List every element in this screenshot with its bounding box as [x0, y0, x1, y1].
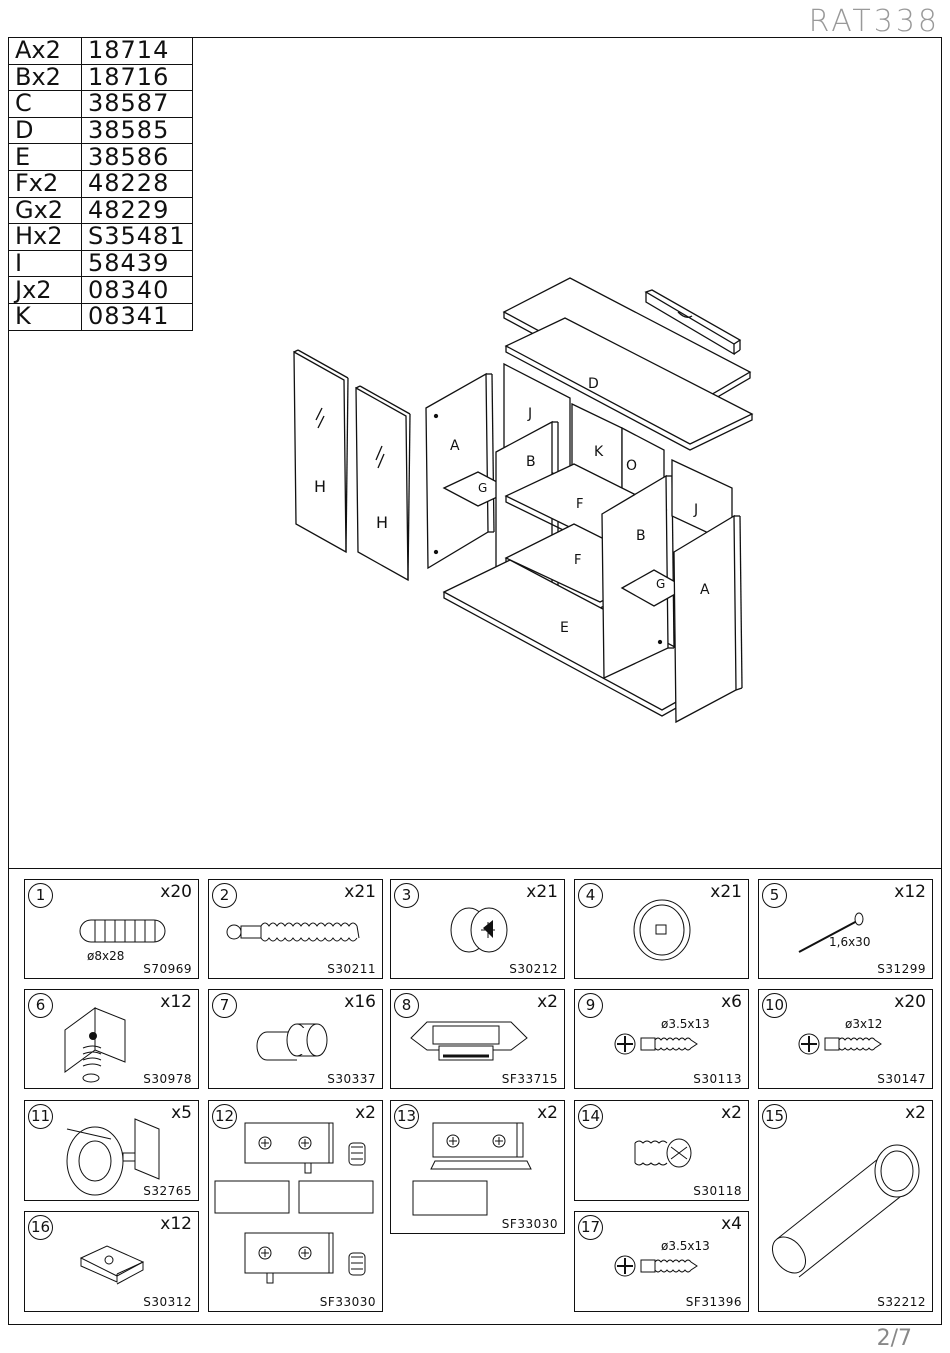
part-code: 18716: [82, 64, 193, 91]
parts-row: [9, 197, 193, 224]
hardware-code: SF33030: [501, 1217, 558, 1231]
label-h-left: H: [314, 477, 327, 496]
part-letter: Fx2: [9, 170, 82, 197]
hardware-code: S30312: [143, 1295, 192, 1309]
part-letter: C: [9, 91, 82, 118]
hardware-quantity: x20: [894, 992, 926, 1012]
part-code: 08341: [82, 303, 193, 330]
hardware-number: 10: [762, 993, 787, 1018]
hardware-quantity: x2: [537, 1103, 558, 1123]
hardware-item-7: [208, 989, 383, 1089]
hardware-size-note: ø3.5x13: [661, 1239, 710, 1253]
label-f-upper: F: [576, 497, 584, 512]
hardware-code: SF33715: [501, 1072, 558, 1086]
part-letter: E: [9, 144, 82, 171]
label-i: O: [626, 458, 638, 474]
parts-row: [9, 277, 193, 304]
hardware-item-5: [758, 879, 933, 979]
page-number: 2/7: [876, 1326, 912, 1351]
hardware-size-note: 1,6x30: [829, 935, 871, 949]
hardware-code: S30978: [143, 1072, 192, 1086]
label-j-back: J: [528, 406, 533, 422]
hardware-code: S30113: [693, 1072, 742, 1086]
hardware-item-12: [208, 1100, 383, 1312]
part-code: 48228: [82, 170, 193, 197]
hardware-item-6: [24, 989, 199, 1089]
hardware-number: 12: [212, 1104, 237, 1129]
hardware-item-14: [574, 1100, 749, 1201]
part-letter: Bx2: [9, 64, 82, 91]
label-a-left: A: [450, 438, 460, 454]
hardware-quantity: x5: [171, 1103, 192, 1123]
part-letter: D: [9, 117, 82, 144]
hardware-code: S30212: [509, 962, 558, 976]
hardware-item-8: [390, 989, 565, 1089]
panel-a-left: [426, 374, 494, 568]
hardware-item-13: [390, 1100, 565, 1234]
parts-row: [9, 250, 193, 277]
hardware-code: S30337: [327, 1072, 376, 1086]
hardware-code: S30147: [877, 1072, 926, 1086]
hardware-number: 11: [28, 1104, 53, 1129]
hardware-item-15: [758, 1100, 933, 1312]
hardware-quantity: x21: [526, 882, 558, 902]
parts-row: [9, 117, 193, 144]
glass-hinge-icon: [209, 1101, 384, 1313]
label-j-right: J: [694, 502, 699, 518]
section-divider: [8, 868, 942, 869]
hardware-quantity: x21: [710, 882, 742, 902]
parts-row: [9, 144, 193, 171]
hardware-item-2: [208, 879, 383, 979]
hardware-quantity: x21: [344, 882, 376, 902]
hardware-number: 8: [394, 993, 419, 1018]
glass-door-left: [294, 350, 348, 552]
part-code: 38585: [82, 117, 193, 144]
hardware-code: S32212: [877, 1295, 926, 1309]
hardware-item-1: [24, 879, 199, 979]
hardware-code: S31299: [877, 962, 926, 976]
hardware-quantity: x12: [160, 992, 192, 1012]
hardware-number: 14: [578, 1104, 603, 1129]
part-letter: Ax2: [9, 38, 82, 65]
hardware-quantity: x6: [721, 992, 742, 1012]
hardware-number: 7: [212, 993, 237, 1018]
hardware-number: 2: [212, 883, 237, 908]
hardware-quantity: x2: [537, 992, 558, 1012]
label-h-right: H: [376, 513, 389, 532]
hardware-quantity: x12: [160, 1214, 192, 1234]
part-code: 38587: [82, 91, 193, 118]
label-b-middle: B: [526, 454, 536, 470]
hardware-quantity: x2: [905, 1103, 926, 1123]
label-f-lower: F: [574, 553, 582, 568]
part-letter: Gx2: [9, 197, 82, 224]
label-d: D: [588, 376, 599, 392]
parts-row: [9, 91, 193, 118]
part-code: S35481: [82, 224, 193, 251]
exploded-assembly-diagram: [280, 270, 780, 730]
hardware-number: 15: [762, 1104, 787, 1129]
label-g-left: G: [478, 481, 488, 495]
label-k: K: [594, 444, 604, 460]
hardware-number: 16: [28, 1215, 53, 1240]
hardware-code: SF31396: [685, 1295, 742, 1309]
label-e: E: [560, 620, 569, 636]
hardware-quantity: x16: [344, 992, 376, 1012]
hardware-quantity: x2: [355, 1103, 376, 1123]
hardware-number: 3: [394, 883, 419, 908]
part-letter: I: [9, 250, 82, 277]
label-b-right: B: [636, 528, 646, 544]
parts-row: [9, 170, 193, 197]
hardware-number: 17: [578, 1215, 603, 1240]
hardware-item-11: [24, 1100, 199, 1201]
hardware-item-3: [390, 879, 565, 979]
hardware-number: 4: [578, 883, 603, 908]
hardware-size-note: ø8x28: [87, 949, 125, 963]
hardware-item-4: [574, 879, 749, 979]
part-code: 18714: [82, 38, 193, 65]
hardware-quantity: x4: [721, 1214, 742, 1234]
part-letter: Jx2: [9, 277, 82, 304]
parts-list-table: [8, 37, 193, 331]
hardware-code: S30118: [693, 1184, 742, 1198]
part-letter: Hx2: [9, 224, 82, 251]
parts-row: [9, 303, 193, 330]
glass-door-right: [356, 386, 410, 580]
hardware-number: 13: [394, 1104, 419, 1129]
hardware-code: SF33030: [319, 1295, 376, 1309]
part-code: 08340: [82, 277, 193, 304]
document-code: RAT338: [808, 4, 940, 39]
hardware-code: S32765: [143, 1184, 192, 1198]
hardware-quantity: x20: [160, 882, 192, 902]
part-code: 38586: [82, 144, 193, 171]
hardware-quantity: x12: [894, 882, 926, 902]
parts-row: [9, 64, 193, 91]
hardware-code: S30211: [327, 962, 376, 976]
tube-icon: [759, 1101, 934, 1313]
hardware-size-note: ø3.5x13: [661, 1017, 710, 1031]
label-g-right: G: [656, 577, 666, 591]
hardware-item-9: [574, 989, 749, 1089]
hardware-item-16: [24, 1211, 199, 1312]
hardware-number: 6: [28, 993, 53, 1018]
part-code: 58439: [82, 250, 193, 277]
hardware-code: S70969: [143, 962, 192, 976]
hardware-item-17: [574, 1211, 749, 1312]
parts-row: [9, 224, 193, 251]
panel-a-right: [674, 516, 742, 722]
parts-row: [9, 38, 193, 65]
hardware-quantity: x2: [721, 1103, 742, 1123]
hardware-number: 5: [762, 883, 787, 908]
part-code: 48229: [82, 197, 193, 224]
part-letter: K: [9, 303, 82, 330]
hardware-item-10: [758, 989, 933, 1089]
label-a-right: A: [700, 582, 710, 598]
hardware-number: 9: [578, 993, 603, 1018]
hardware-number: 1: [28, 883, 53, 908]
hardware-size-note: ø3x12: [845, 1017, 883, 1031]
